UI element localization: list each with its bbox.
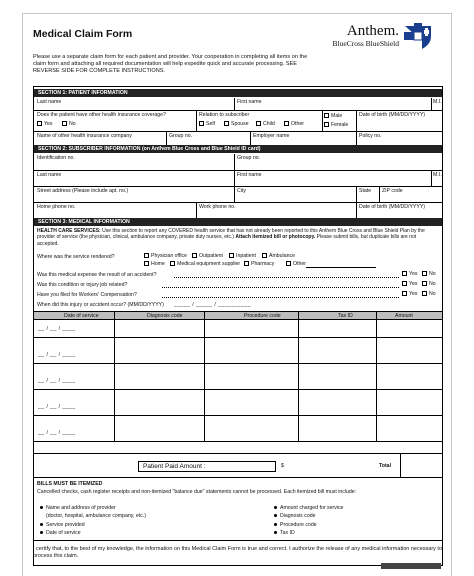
home-phone-field[interactable]: Home phone no. bbox=[37, 204, 76, 210]
workers-comp-yes-checkbox[interactable] bbox=[402, 291, 407, 296]
logo-subtitle: BlueCross BlueShield bbox=[332, 39, 399, 48]
place-physician-office[interactable]: Physician office bbox=[144, 253, 187, 259]
bill-item-procedure: Procedure code bbox=[274, 522, 317, 528]
job-related-no-checkbox[interactable] bbox=[422, 281, 427, 286]
relation-child[interactable]: Child bbox=[256, 121, 275, 127]
bill-item-diagnosis: Diagnosis code bbox=[274, 513, 315, 519]
total-label: Total bbox=[379, 463, 392, 469]
relation-spouse[interactable]: Spouse bbox=[224, 121, 249, 127]
total-dollar: $ bbox=[281, 463, 284, 469]
workers-comp-no-checkbox[interactable] bbox=[422, 291, 427, 296]
cross-shield-icon bbox=[403, 22, 433, 50]
place-inpatient[interactable]: Inpatient bbox=[229, 253, 256, 259]
table-row[interactable]: __ / __ / ____ bbox=[38, 404, 76, 410]
employer-name-field[interactable]: Employer name bbox=[253, 133, 290, 139]
certification-text: I certify that, to the best of my knowledge, the information on this Medical Claim Form is true and correct. I authorize the release of any medical information necessary to process this claim. bbox=[33, 546, 443, 559]
col-tax-id: Tax ID bbox=[338, 313, 353, 319]
section-3-header: SECTION 3: MEDICAL INFORMATION bbox=[34, 218, 442, 226]
anthem-logo bbox=[333, 23, 399, 48]
male-checkbox[interactable] bbox=[324, 113, 329, 118]
place-pharmacy[interactable]: Pharmacy bbox=[244, 261, 274, 267]
yes-checkbox[interactable] bbox=[37, 121, 42, 126]
policy-no-field[interactable]: Policy no. bbox=[359, 133, 382, 139]
ambulance-checkbox[interactable] bbox=[262, 253, 267, 258]
place-other[interactable]: Other bbox=[286, 261, 306, 267]
other-checkbox[interactable] bbox=[284, 121, 289, 126]
other-insurance-question: Does the patient have other health insurance coverage? bbox=[37, 112, 166, 118]
subscriber-id-field[interactable]: Identification no. bbox=[37, 155, 75, 161]
medical-equipment-checkbox[interactable] bbox=[170, 261, 175, 266]
pharmacy-checkbox[interactable] bbox=[244, 261, 249, 266]
bill-item-provider: Name and address of provider bbox=[40, 505, 116, 511]
relation-label: Relation to subscriber bbox=[199, 112, 250, 118]
watermark-strip bbox=[381, 563, 441, 569]
bill-item-amount: Amount charged for service bbox=[274, 505, 343, 511]
col-date-of-service: Date of service bbox=[64, 313, 99, 319]
claim-form bbox=[33, 86, 443, 566]
home-checkbox[interactable] bbox=[144, 261, 149, 266]
job-related-yes[interactable]: Yes bbox=[402, 281, 417, 287]
health-care-services-text: HEALTH CARE SERVICES: Use this section to report any COVERED health service that has not already been reported to this Anthem Blue Cross and Blue Shield Plan by the provider of service (the physician, clinical, ambulance company, private duty nurses, etc.) Attach itemized bill or photocopy. Please submit bills, but duplicate bills are not accepted. bbox=[37, 228, 425, 247]
bills-itemized-text: Cancelled checks, cash register receipts and non-itemized "balance due" statements cannot be processed. Each itemized bill must include: bbox=[37, 489, 357, 495]
relation-other[interactable]: Other bbox=[284, 121, 304, 127]
table-row[interactable]: __ / __ / ____ bbox=[38, 352, 76, 358]
patient-paid-amount-field[interactable]: Patient Paid Amount : bbox=[138, 461, 276, 472]
work-phone-field[interactable]: Work phone no. bbox=[199, 204, 236, 210]
child-checkbox[interactable] bbox=[256, 121, 261, 126]
subscriber-group-no-field[interactable]: Group no. bbox=[237, 155, 261, 161]
section-1-header: SECTION 1: PATIENT INFORMATION bbox=[34, 89, 442, 97]
state-field[interactable]: State bbox=[359, 188, 372, 194]
patient-first-name-field[interactable]: First name bbox=[237, 99, 262, 105]
other-place-checkbox[interactable] bbox=[286, 261, 291, 266]
intro-text: Please use a separate claim form for each patient and provider. Your cooperation in completing all items on the claim form and attaching all required documentation will help expedite quick and accurate processing. SEE REVERSE SIDE FOR COMPLETE INSTRUCTIONS. bbox=[33, 54, 308, 75]
table-row[interactable]: __ / __ / ____ bbox=[38, 326, 76, 332]
female-checkbox[interactable] bbox=[324, 122, 329, 127]
job-related-yes-checkbox[interactable] bbox=[402, 281, 407, 286]
where-rendered-question: Where was the service rendered? bbox=[37, 254, 115, 260]
section-2-header: SECTION 2: SUBSCRIBER INFORMATION (on Anthem Blue Cross and Blue Shield ID card) bbox=[34, 145, 442, 153]
accident-no-checkbox[interactable] bbox=[422, 271, 427, 276]
other-insurance-yes[interactable]: Yes bbox=[37, 121, 52, 127]
place-medical-equipment[interactable]: Medical equipment supplier bbox=[170, 261, 240, 267]
zip-field[interactable]: ZIP code bbox=[382, 188, 403, 194]
bill-item-date: Date of service bbox=[40, 530, 81, 536]
bill-item-tax-id: Tax ID bbox=[274, 530, 295, 536]
bill-item-provider-note: (doctor, hospital, ambulance company, etc.) bbox=[46, 513, 146, 519]
workers-comp-yes[interactable]: Yes bbox=[402, 291, 417, 297]
physician-office-checkbox[interactable] bbox=[144, 253, 149, 258]
subscriber-dob-field[interactable]: Date of birth (MM/DD/YYYY) bbox=[359, 204, 426, 210]
relation-self[interactable]: Self bbox=[199, 121, 215, 127]
job-related-question: Was this condition or injury job related? bbox=[37, 282, 128, 288]
col-procedure-code: Procedure code bbox=[244, 313, 281, 319]
city-field[interactable]: City bbox=[237, 188, 246, 194]
accident-yes-checkbox[interactable] bbox=[402, 271, 407, 276]
accident-date-label: When did this injury or accident occur? (MM/DD/YYYY) bbox=[37, 302, 164, 308]
col-amount: Amount bbox=[395, 313, 413, 319]
sex-female[interactable]: Female bbox=[324, 122, 348, 128]
table-row[interactable]: __ / __ / ____ bbox=[38, 378, 76, 384]
subscriber-last-name-field[interactable]: Last name bbox=[37, 172, 62, 178]
other-group-no-field[interactable]: Group no. bbox=[169, 133, 193, 139]
accident-question: Was this medical expense the result of an accident? bbox=[37, 272, 157, 278]
patient-mi-field[interactable]: M.I. bbox=[433, 99, 442, 105]
spouse-checkbox[interactable] bbox=[224, 121, 229, 126]
subscriber-mi-field[interactable]: M.I. bbox=[433, 172, 442, 178]
workers-comp-question: Have you filed for Workers' Compensation? bbox=[37, 292, 137, 298]
patient-dob-field[interactable]: Date of birth (MM/DD/YYYY) bbox=[359, 112, 426, 118]
street-address-field[interactable]: Street address (Please include apt. no.) bbox=[37, 188, 129, 194]
no-checkbox[interactable] bbox=[62, 121, 67, 126]
outpatient-checkbox[interactable] bbox=[192, 253, 197, 258]
accident-yes[interactable]: Yes bbox=[402, 271, 417, 277]
bill-item-service: Service provided bbox=[40, 522, 85, 528]
sex-male[interactable]: Male bbox=[324, 113, 342, 119]
col-diagnosis-code: Diagnosis code bbox=[147, 313, 183, 319]
accident-no[interactable]: No bbox=[422, 271, 436, 277]
job-related-no[interactable]: No bbox=[422, 281, 436, 287]
other-company-field[interactable]: Name of other health insurance company bbox=[37, 133, 132, 139]
place-home[interactable]: Home bbox=[144, 261, 165, 267]
place-outpatient[interactable]: Outpatient bbox=[192, 253, 223, 259]
patient-last-name-field[interactable]: Last name bbox=[37, 99, 62, 105]
self-checkbox[interactable] bbox=[199, 121, 204, 126]
bills-itemized-title: BILLS MUST BE ITEMIZED bbox=[37, 481, 103, 487]
workers-comp-no[interactable]: No bbox=[422, 291, 436, 297]
table-row[interactable]: __ / __ / ____ bbox=[38, 430, 76, 436]
page-title: Medical Claim Form bbox=[33, 28, 133, 40]
logo-name: Anthem. bbox=[346, 23, 399, 39]
claim-form-page bbox=[22, 13, 452, 576]
accident-date-input[interactable]: _____ / _____ / __________ bbox=[174, 302, 251, 308]
other-insurance-no[interactable]: No bbox=[62, 121, 76, 127]
place-ambulance[interactable]: Ambulance bbox=[262, 253, 295, 259]
subscriber-first-name-field[interactable]: First name bbox=[237, 172, 262, 178]
inpatient-checkbox[interactable] bbox=[229, 253, 234, 258]
